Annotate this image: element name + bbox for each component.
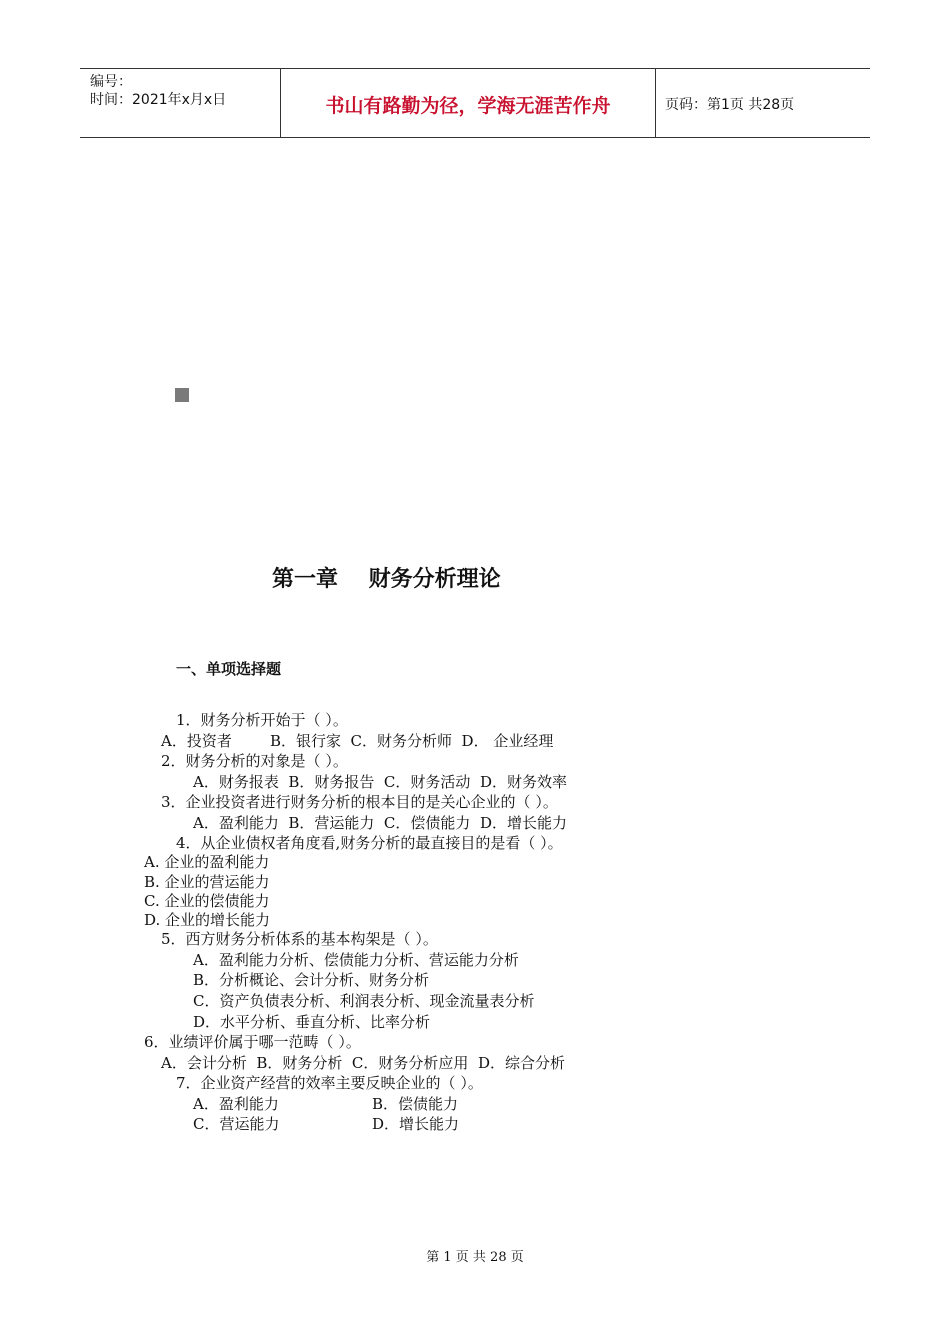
question-5-option-c: C．资产负债表分析、利润表分析、现金流量表分析: [193, 992, 535, 1010]
question-4-option-a: A. 企业的盈利能力: [144, 853, 270, 871]
question-4: 4．从企业债权者角度看,财务分析的最直接目的是看（ ）。: [176, 834, 563, 852]
question-5-option-a: A．盈利能力分析、偿债能力分析、营运能力分析: [193, 951, 519, 969]
question-5-option-d: D．水平分析、垂直分析、比率分析: [193, 1013, 431, 1031]
question-2-options: A．财务报表 B．财务报告 C．财务活动 D．财务效率: [193, 773, 567, 791]
question-3: 3．企业投资者进行财务分析的根本目的是关心企业的（ ）。: [161, 793, 558, 811]
question-7-option-a: A．盈利能力: [193, 1095, 279, 1113]
question-1: 1．财务分析开始于（ ）。: [176, 711, 348, 729]
question-7-option-d: D．增长能力: [372, 1115, 460, 1133]
question-6-options: A．会计分析 B．财务分析 C．财务分析应用 D．综合分析: [161, 1054, 565, 1072]
question-3-options: A．盈利能力 B．营运能力 C．偿债能力 D．增长能力: [193, 814, 567, 832]
question-4-option-c: C. 企业的偿债能力: [144, 892, 270, 910]
header-motto-cell: [280, 69, 656, 137]
question-4-option-b: B. 企业的营运能力: [144, 873, 270, 891]
question-2: 2．财务分析的对象是（ ）。: [161, 752, 348, 770]
time-label: 时间：2021年x月x日: [90, 92, 227, 108]
placeholder-square-icon: [175, 388, 189, 402]
question-7-option-c: C．营运能力: [193, 1115, 280, 1133]
question-4-option-d: D. 企业的增长能力: [144, 911, 271, 929]
header-page-cell: [655, 69, 870, 137]
question-7: 7．企业资产经营的效率主要反映企业的（ ）。: [176, 1074, 483, 1092]
question-5: 5．西方财务分析体系的基本构架是（ ）。: [161, 930, 438, 948]
section-title: 一、单项选择题: [176, 660, 282, 678]
page-footer: 第 1 页 共 28 页: [426, 1250, 524, 1265]
page-code: 页码：第1页 共28页: [665, 97, 795, 113]
question-7-option-b: B．偿债能力: [372, 1095, 459, 1113]
question-5-option-b: B．分析概论、会计分析、财务分析: [193, 971, 430, 989]
question-1-options: A．投资者 B．银行家 C．财务分析师 D． 企业经理: [161, 732, 554, 750]
question-6: 6．业绩评价属于哪一范畴（ ）。: [144, 1033, 361, 1051]
chapter-title: 第一章 财务分析理论: [272, 567, 501, 592]
number-label: 编号：: [90, 74, 132, 90]
motto-text: 书山有路勤为径，学海无涯苦作舟: [325, 95, 611, 117]
header-meta-cell: [80, 69, 280, 137]
document-header: [80, 68, 870, 138]
